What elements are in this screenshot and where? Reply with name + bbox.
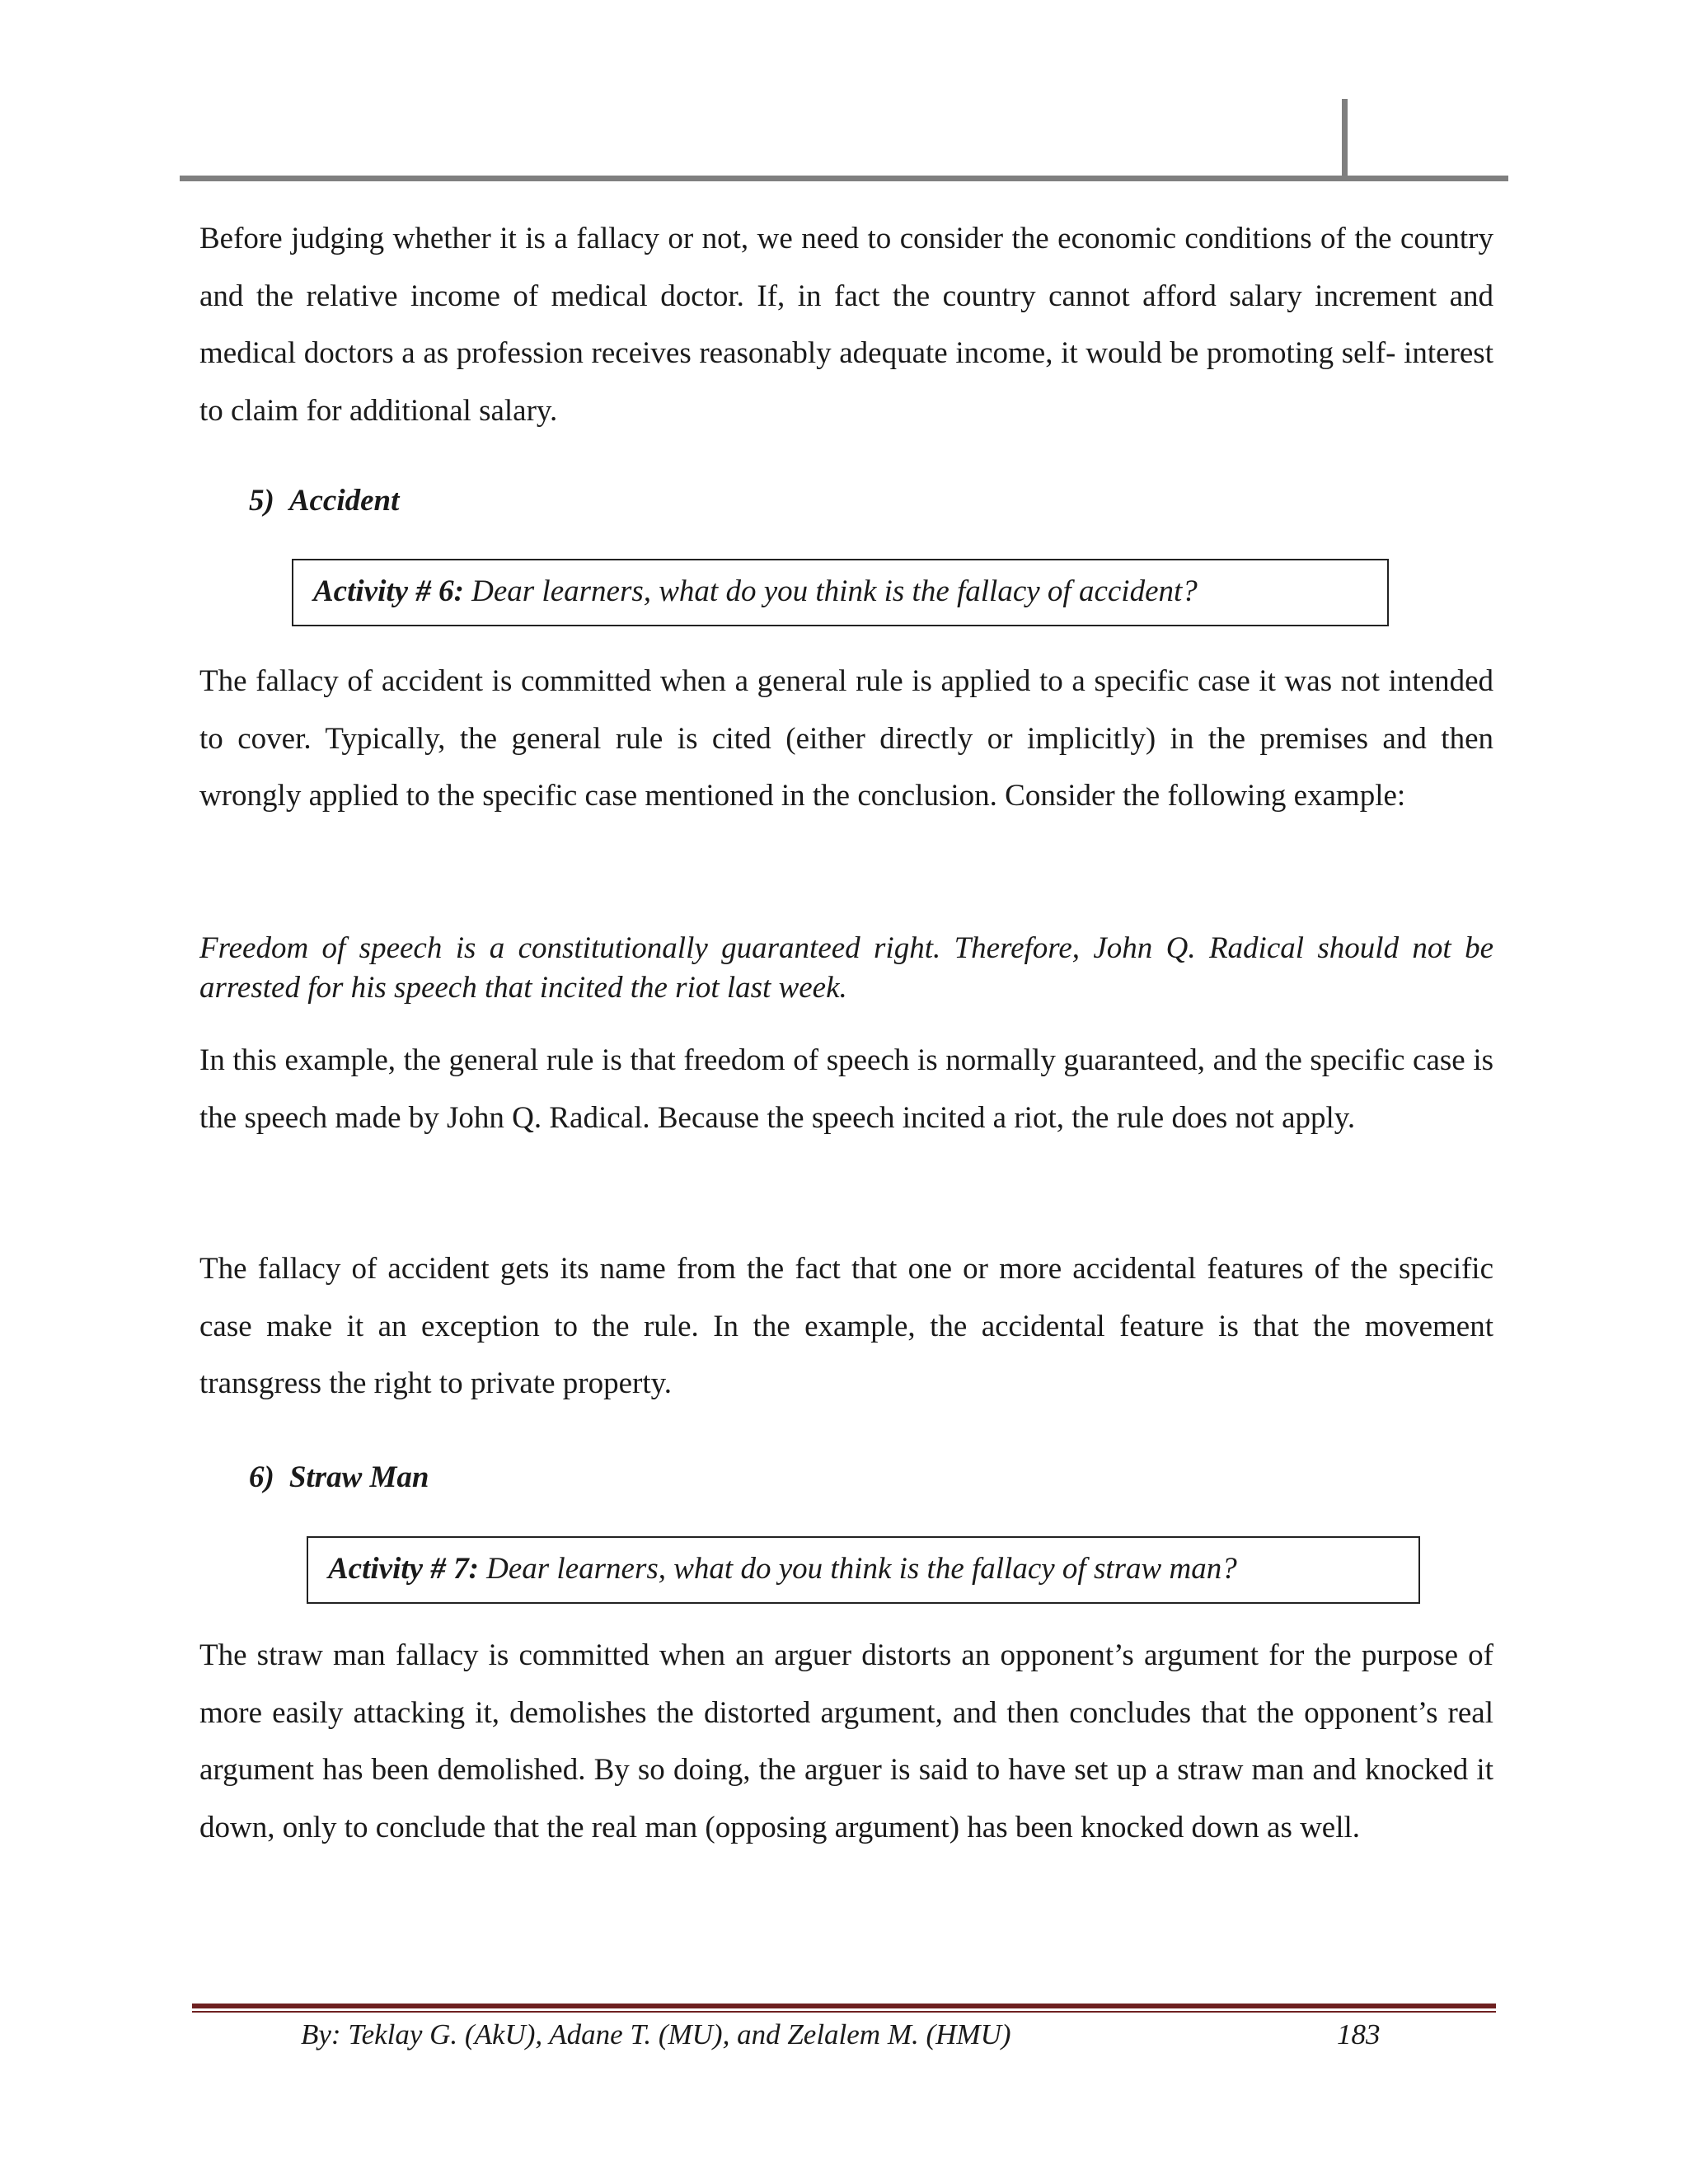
activity-label: Activity # 6: [313, 574, 464, 608]
activity-question: Dear learners, what do you think is the fallacy of straw man? [486, 1552, 1237, 1586]
example-text: Freedom of speech is a constitutionally guaranteed right. Therefore, John Q. Radical should not be arrested for his speech that incited the riot last week. [199, 931, 1493, 1005]
section-number: 6) [249, 1460, 274, 1494]
page-number: 183 [1337, 2018, 1381, 2050]
footer-rule-thin [192, 2011, 1496, 2013]
header-rule [180, 176, 1508, 181]
activity-box-6 [292, 559, 1389, 626]
section-heading-straw-man [249, 1460, 429, 1495]
intro-paragraph: Before judging whether it is a fallacy or not, we need to consider the economic conditions of the country and the relative income of medical doctor. If, in fact the country cannot afford salary increment and medical doctors a as profession receives reasonably adequate income, it would be promoting self- interest to claim for additional salary. [199, 222, 1493, 428]
accident-definition-paragraph: The fallacy of accident is committed when a general rule is applied to a specific case it was not intended to cover. Typically, the general rule is cited (either directly or implicitly) in the premises and then wrongly applied to the specific case mentioned in the conclusion. Consider the following example: [199, 664, 1493, 813]
header-tick [1342, 99, 1348, 180]
section-title: Straw Man [288, 1460, 429, 1494]
straw-man-definition-paragraph: The straw man fallacy is committed when an arguer distorts an opponent’s argument for the purpose of more easily attacking it, demolishes the distorted argument, and then concludes that the opponent’s real argument has been demolished. By so doing, the arguer is said to have set up a straw man and knocked it down, only to conclude that the real man (opposing argument) has been knocked down as well. [199, 1638, 1493, 1844]
activity-label: Activity # 7: [328, 1552, 479, 1586]
footer-rule [192, 2004, 1496, 2008]
example-explanation-paragraph: In this example, the general rule is that freedom of speech is normally guaranteed, and the specific case is the speech made by John Q. Radical. Because the speech incited a riot, the rule does not apply. [199, 1043, 1493, 1135]
section-number: 5) [249, 484, 274, 518]
footer-authors: By: Teklay G. (AkU), Adane T. (MU), and Zelalem M. (HMU) [301, 2018, 1011, 2050]
activity-question: Dear learners, what do you think is the fallacy of accident? [471, 574, 1198, 608]
section-heading-accident [249, 483, 399, 518]
activity-box-7 [307, 1536, 1420, 1604]
section-title: Accident [288, 484, 400, 518]
accident-name-paragraph: The fallacy of accident gets its name from the fact that one or more accidental features of the specific case make it an exception to the rule. In the example, the accidental feature is that the movement transgress the right to private property. [199, 1252, 1493, 1400]
